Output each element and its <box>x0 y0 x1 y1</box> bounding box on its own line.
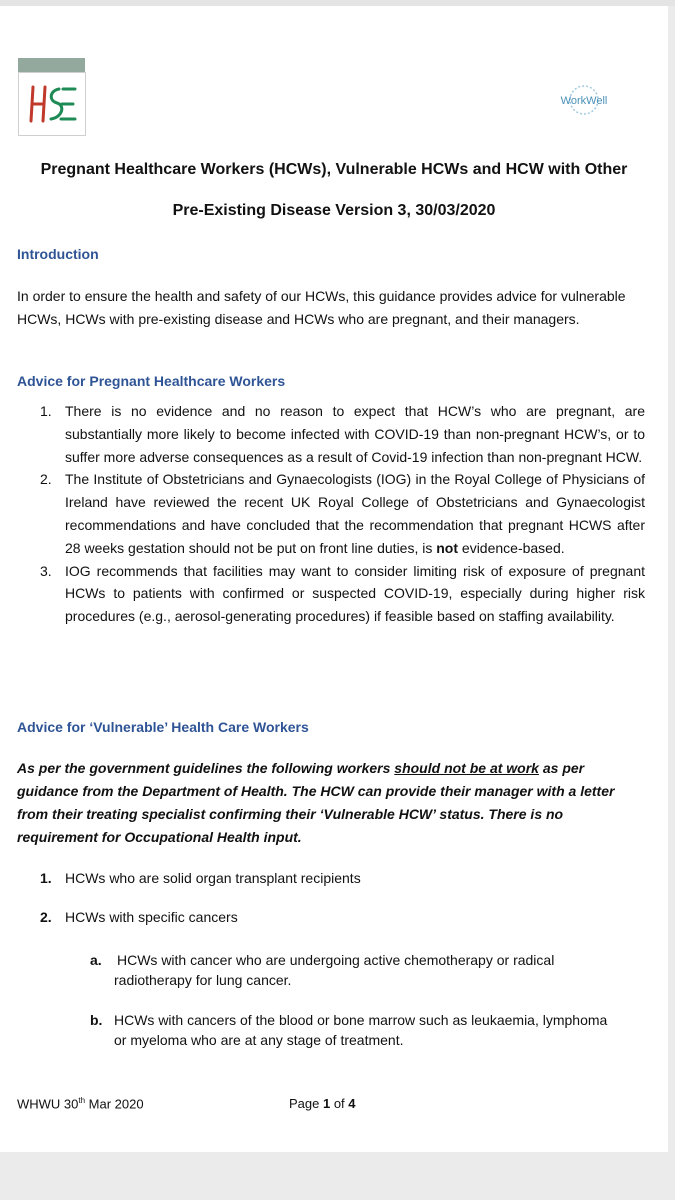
pregnant-advice-list <box>40 400 645 628</box>
subitem-letter: b. <box>90 1012 103 1028</box>
item-text: There is no evidence and no reason to expect that HCW’s who are pregnant, are substantially more likely to become infected with COVID-19 than non-pregnant HCW’s, or to suffer more adverse consequences as a result of Covid-19 infection than non-pregnant HCW. <box>65 403 645 465</box>
list-item <box>40 400 645 468</box>
subitem-text-line-2: radiotherapy for lung cancer. <box>114 972 292 988</box>
workwell-logo-icon <box>552 80 616 120</box>
vulnerable-statement <box>17 757 632 849</box>
document-title-line-2: Pre-Existing Disease Version 3, 30/03/2020 <box>172 202 496 219</box>
item-text: IOG recommends that facilities may want to consider limiting risk of exposure of pregnant HCWs to patients with confirmed or suspected COVID-19, especially during higher risk procedures (e.g., aerosol-generating procedures) if feasible based on staffing availability. <box>65 562 645 625</box>
item-number: 1. <box>40 870 52 886</box>
vulnerable-subitem-b <box>90 1010 650 1050</box>
subitem-text-line-2: or myeloma who are at any stage of treatment. <box>114 1032 404 1048</box>
list-item <box>40 560 645 628</box>
workwell-logo <box>552 80 616 120</box>
vulnerable-item-2 <box>40 907 620 927</box>
statement-end: as per guidance from the Department of Health. The HCW can provide their manager with a letter from their treating specialist confirming their ‘Vulnerable HCW’ status. There is no requirement for Occupational Health input. <box>17 760 615 845</box>
item-emphasis: not <box>436 539 459 556</box>
introduction-heading: Introduction <box>17 246 99 262</box>
page-of: of <box>330 1096 349 1111</box>
vulnerable-heading: Advice for ‘Vulnerable’ Health Care Workers <box>17 719 309 735</box>
subitem-text-line-1: HCWs with cancer who are undergoing active chemotherapy or radical <box>117 952 555 968</box>
page-label: Page <box>289 1096 323 1111</box>
item-text: HCWs with specific cancers <box>65 909 238 925</box>
page-total: 4 <box>348 1096 356 1111</box>
footer-date-start: WHWU 30 <box>17 1096 79 1112</box>
item-number: 1. <box>40 403 52 419</box>
hse-logo <box>18 72 86 136</box>
item-number: 2. <box>40 471 52 488</box>
hse-logo-bar <box>18 58 85 72</box>
item-text: The Institute of Obstetricians and Gynaecologists (IOG) in the Royal College of Physicians of Ireland have reviewed the recent UK Royal College of Obstetricians and Gynaecologist recommendations and have concluded that the recommendation that pregnant HCWS after 28 weeks gestation should not be put on front line duties, is <box>65 471 645 556</box>
hse-logo-icon <box>19 73 85 135</box>
list-item <box>40 468 645 559</box>
vulnerable-subitem-a <box>90 950 650 990</box>
svg-text:WorkWell: WorkWell <box>560 95 608 107</box>
footer-date <box>17 1096 144 1111</box>
statement-start: As per the government guidelines the following workers <box>17 760 395 776</box>
introduction-text: In order to ensure the health and safety of our HCWs, this guidance provides advice for vulnerable HCWs, HCWs with pre-existing disease and HCWs who are pregnant, and their managers. <box>17 288 626 327</box>
item-text: HCWs who are solid organ transplant recipients <box>65 870 361 886</box>
page-current: 1 <box>322 1096 331 1111</box>
item-number: 3. <box>40 562 52 579</box>
item-number: 2. <box>40 909 52 925</box>
subitem-letter: a. <box>90 952 102 968</box>
subitem-text-line-1: HCWs with cancers of the blood or bone marrow such as leukaemia, lymphoma <box>114 1012 608 1028</box>
page-number <box>289 1096 356 1111</box>
footer-date-end: Mar 2020 <box>85 1096 144 1112</box>
document-title-line-1: Pregnant Healthcare Workers (HCWs), Vulnerable HCWs and HCW with Other <box>40 161 628 178</box>
footer-date-superscript: th <box>78 1096 86 1105</box>
item-text-end: evidence-based. <box>458 539 565 556</box>
pregnant-heading: Advice for Pregnant Healthcare Workers <box>17 373 286 389</box>
statement-underlined: should not be at work <box>394 760 539 776</box>
vulnerable-item-1 <box>40 868 620 888</box>
